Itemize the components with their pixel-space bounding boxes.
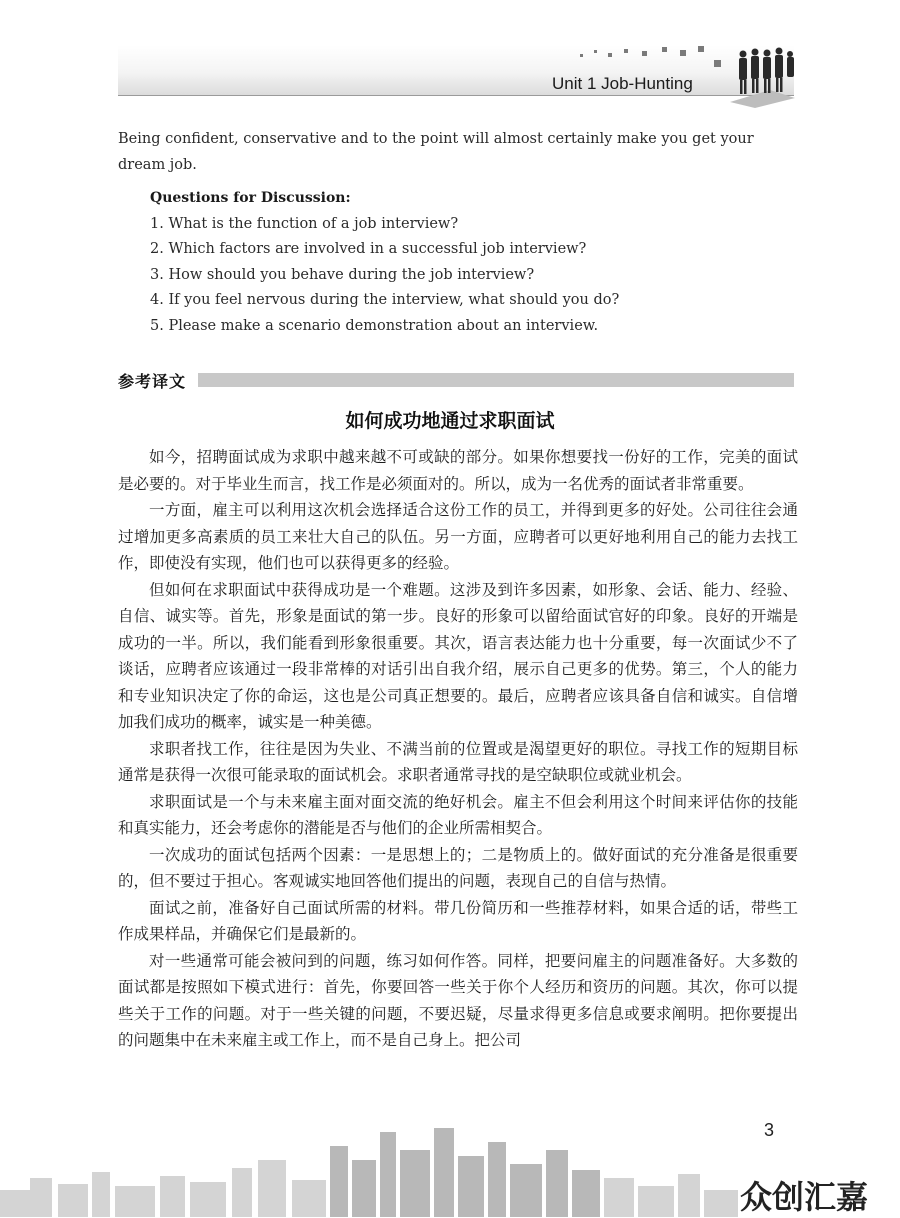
question-item: 4. If you feel nervous during the interview, what should you do? <box>150 292 620 309</box>
question-item: 3. How should you behave during the job interview? <box>150 266 535 283</box>
translation-body <box>118 444 798 1054</box>
unit-title: Unit 1 Job-Hunting <box>552 74 693 93</box>
intro-paragraph: Being confident, conservative and to the point will almost certainly make you get your dream job. <box>118 131 754 173</box>
translation-paragraph: 一方面，雇主可以利用这次机会选择适合这份工作的员工，并得到更多的好处。公司往往会通过增加更多高素质的员工来壮大自己的队伍。另一方面，应聘者可以更好地利用自己的能力去找工作，即使没有实现，他们也可以获得更多的经验。 <box>118 501 798 572</box>
translation-paragraph: 一次成功的面试包括两个因素：一是思想上的；二是物质上的。做好面试的充分准备是很重要的，但不要过于担心。客观诚实地回答他们提出的问题，表现自己的自信与热情。 <box>118 845 798 890</box>
question-item: 1. What is the function of a job interview? <box>150 216 459 232</box>
translation-paragraph: 面试之前，准备好自己面试所需的材料。带几份简历和一些推荐材料，如果合适的话，带些工作成果样品，并确保它们是最新的。 <box>118 898 798 943</box>
question-item: 2. Which factors are involved in a successful job interview? <box>150 241 587 258</box>
question-item: 5. Please make a scenario demonstration about an interview. <box>150 317 599 334</box>
page-number: 3 <box>764 1120 775 1140</box>
publisher-watermark: 众创汇嘉 <box>740 1178 869 1216</box>
section-bar <box>198 373 794 387</box>
translation-title: 如何成功地通过求职面试 <box>345 410 555 432</box>
translation-paragraph: 求职面试是一个与未来雇主面对面交流的绝好机会。雇主不但会利用这个时间来评估你的技能和真实能力，还会考虑你的潜能是否与他们的企业所需相契合。 <box>118 792 798 837</box>
translation-paragraph: 对一些通常可能会被问到的问题，练习如何作答。同样，把要问雇主的问题准备好。大多数的面试都是按照如下模式进行：首先，你要回答一些关于你个人经历和资历的问题。其次，你可以提些关于工作的问题。对于一些关键的问题，不要迟疑，尽量求得更多信息或要求阐明。把你要提出的问题集中在未来雇主或工作上，而不是自己身上。把公司 <box>118 951 798 1049</box>
questions-list <box>150 212 790 339</box>
translation-paragraph: 但如何在求职面试中获得成功是一个难题。这涉及到许多因素，如形象、会话、能力、经验、自信、诚实等。首先，形象是面试的第一步。良好的形象可以留给面试官好的印象。良好的开端是成功的一半。所以，我们能看到形象很重要。其次，语言表达能力也十分重要，每一次面试少不了谈话，应聘者应该通过一段非常棒的对话引出自我介绍，展示自己更多的优势。第三，个人的能力和专业知识决定了你的命运，这也是公司真正想要的。最后，应聘者应该具备自信和诚实。自信增加我们成功的概率，诚实是一种美德。 <box>118 580 798 731</box>
questions-title: Questions for Discussion: <box>150 190 351 206</box>
translation-paragraph: 如今，招聘面试成为求职中越来越不可或缺的部分。如果你想要找一份好的工作，完美的面试是必要的。对于毕业生而言，找工作是必须面对的。所以，成为一名优秀的面试者非常重要。 <box>118 448 798 493</box>
translation-paragraph: 求职者找工作，往往是因为失业、不满当前的位置或是渴望更好的职位。寻找工作的短期目标通常是获得一次很可能录取的面试机会。求职者通常寻找的是空缺职位或就业机会。 <box>118 739 798 784</box>
section-label: 参考译文 <box>118 369 190 392</box>
